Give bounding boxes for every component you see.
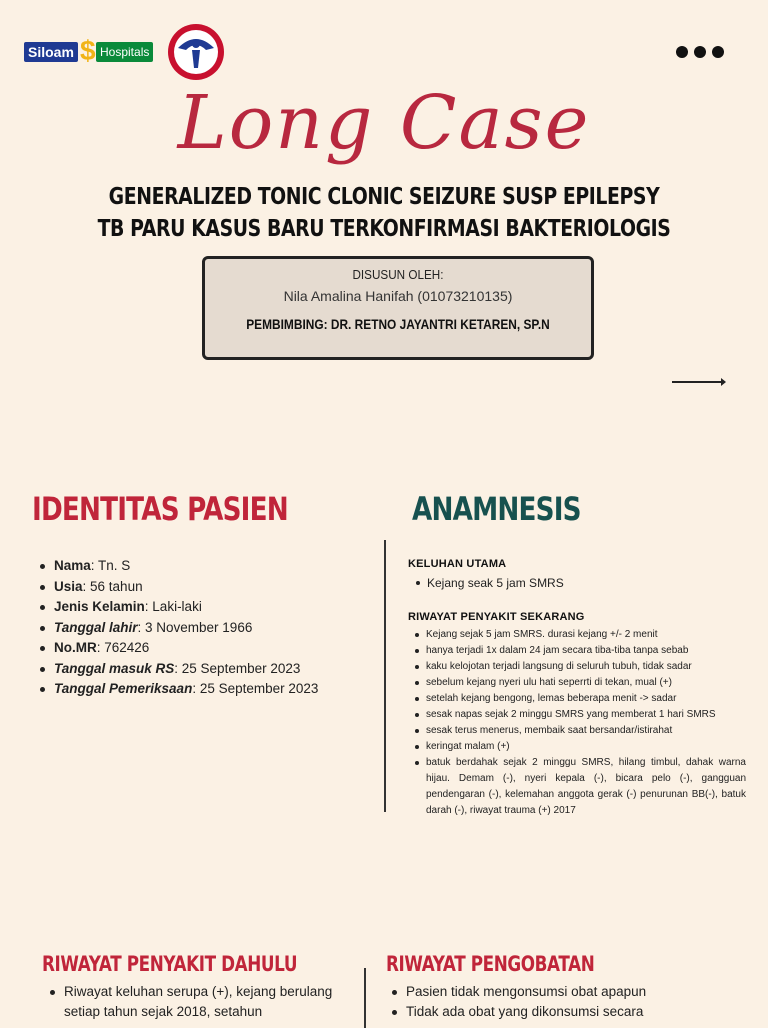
list-item: Pasien tidak mengonsumsi obat apapun <box>392 982 742 1002</box>
riwayat-penyakit-sekarang-list <box>414 627 746 819</box>
script-title: Long Case <box>177 80 591 166</box>
list-item: Tanggal masuk RS: 25 September 2023 <box>40 659 370 680</box>
list-item: hanya terjadi 1x dalam 24 jam secara tiba-tiba tanpa sebab <box>414 643 746 659</box>
list-item: Riwayat keluhan serupa (+), kejang berulang setiap tahun sejak 2018, setahun <box>50 982 350 1022</box>
list-item: No.MR: 762426 <box>40 638 370 659</box>
siloam-logo-text: Siloam <box>24 42 78 62</box>
list-item: keringat malam (+) <box>414 739 746 755</box>
credits-box <box>202 256 594 360</box>
supervisor-name: PEMBIMBING: DR. RETNO JAYANTRI KETAREN, SP.N <box>246 316 550 332</box>
list-item: kaku kelojotan terjadi langsung di seluruh tubuh, tidak sadar <box>414 659 746 675</box>
keluhan-utama-list <box>414 575 744 591</box>
list-item: batuk berdahak sejak 2 minggu SMRS, hilang timbul, dahak warna hijau. Demam (-), nyeri kepala (-), bicara pelo (-), gangguan pendengaran (-), kelemahan anggota gerak (-) penurunan BB(-), batuk darah (-), riwayat trauma (+) 2017 <box>414 755 746 819</box>
list-item: Nama: Tn. S <box>40 556 370 577</box>
identitas-title: IDENTITAS PASIEN <box>32 490 288 528</box>
riwayat-pengobatan-list <box>392 982 742 1022</box>
author-name: Nila Amalina Hanifah (01073210135) <box>283 288 513 304</box>
list-item: sesak napas sejak 2 minggu SMRS yang memberat 1 hari SMRS <box>414 707 746 723</box>
university-seal-logo <box>166 22 226 82</box>
list-item: setelah kejang bengong, lemas beberapa menit -> sadar <box>414 691 746 707</box>
diagnosis-line-2: TB PARU KASUS BARU TERKONFIRMASI BAKTERIOLOGIS <box>97 216 671 242</box>
arrow-right-icon <box>672 381 724 383</box>
list-item: Usia: 56 tahun <box>40 577 370 598</box>
siloam-logo-mark: $ <box>80 35 96 66</box>
list-item: Tanggal lahir: 3 November 1966 <box>40 618 370 639</box>
identitas-list <box>40 556 370 700</box>
riwayat-penyakit-sekarang-title: RIWAYAT PENYAKIT SEKARANG <box>408 611 585 623</box>
anamnesis-title: ANAMNESIS <box>412 490 581 528</box>
list-item: Jenis Kelamin: Laki-laki <box>40 597 370 618</box>
list-item: Tidak ada obat yang dikonsumsi secara <box>392 1002 742 1022</box>
list-item: Kejang sejak 5 jam SMRS. durasi kejang +/- 2 menit <box>414 627 746 643</box>
more-options-icon[interactable] <box>676 46 724 58</box>
riwayat-pengobatan-title: RIWAYAT PENGOBATAN <box>386 952 595 976</box>
list-item: Tanggal Pemeriksaan: 25 September 2023 <box>40 679 370 700</box>
hospitals-logo-text: Hospitals <box>96 42 153 62</box>
riwayat-penyakit-dahulu-list <box>50 982 350 1022</box>
list-item: Kejang seak 5 jam SMRS <box>414 575 744 591</box>
authored-by-label: DISUSUN OLEH: <box>352 267 444 282</box>
list-item: sesak terus menerus, membaik saat bersandar/istirahat <box>414 723 746 739</box>
diagnosis-line-1: GENERALIZED TONIC CLONIC SEIZURE SUSP EPILEPSY <box>108 184 660 210</box>
column-divider <box>384 540 386 812</box>
list-item: sebelum kejang nyeri ulu hati seperrti di tekan, mual (+) <box>414 675 746 691</box>
riwayat-penyakit-dahulu-title: RIWAYAT PENYAKIT DAHULU <box>42 952 298 976</box>
keluhan-utama-title: KELUHAN UTAMA <box>408 558 507 570</box>
column-divider-bottom <box>364 968 366 1028</box>
